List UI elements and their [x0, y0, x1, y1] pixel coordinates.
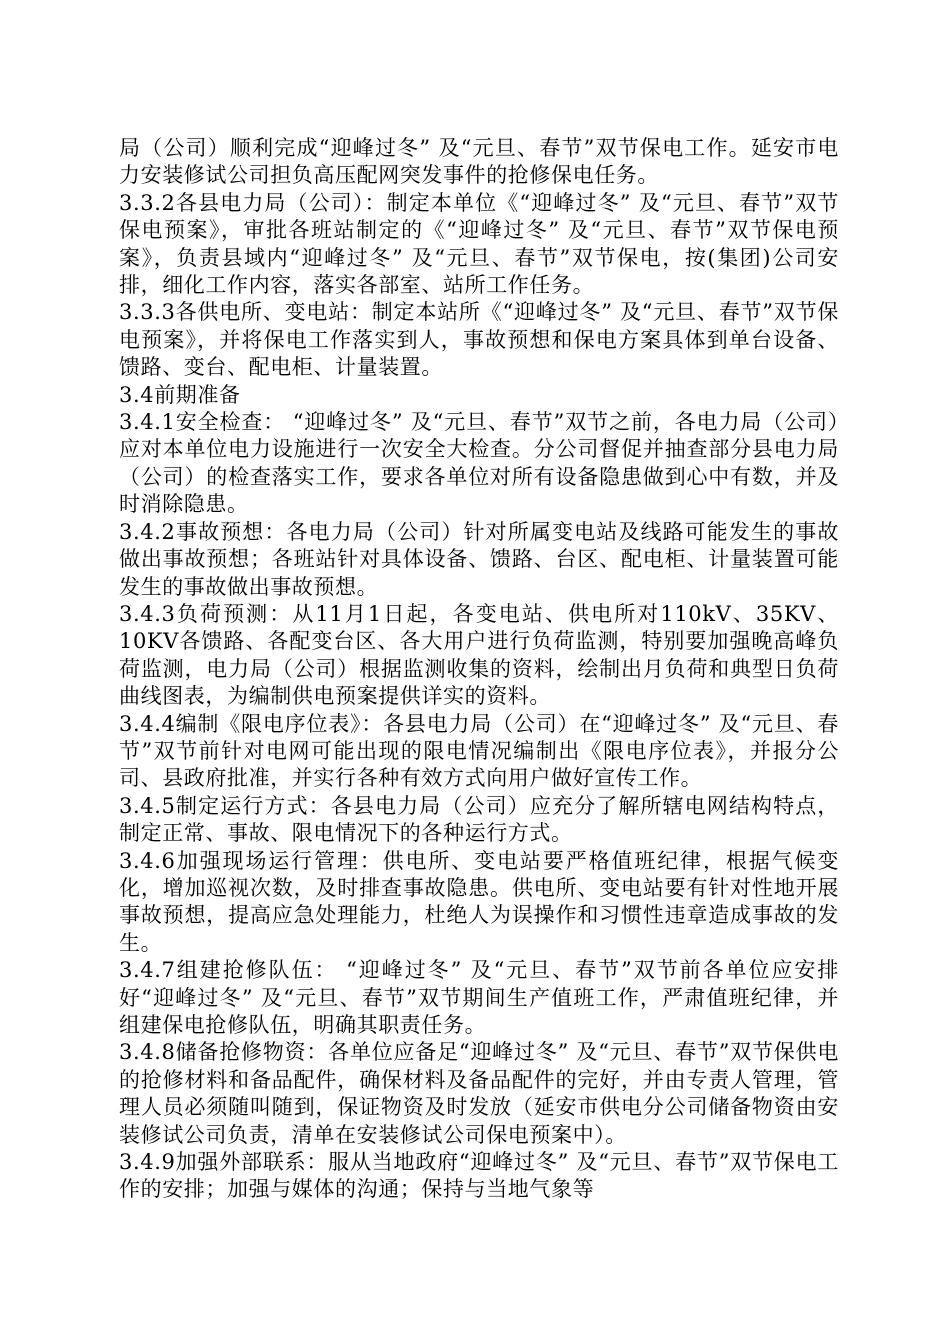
paragraph-3-3-2: 3.3.2各县电力局（公司）：制定本单位《“迎峰过冬” 及“元旦、春节”双节保电预案》，审批各班站制定的《“迎峰过冬” 及“元旦、春节”双节保电预案》，负责县域内“迎峰过冬” 及“元旦、春节”双节保电，按(集团)公司安排，细化工作内容，落实各部室、站所工作任务。: [119, 190, 839, 298]
document-page: [119, 135, 839, 1204]
paragraph-3-4-4: 3.4.4编制《限电序位表》：各县电力局（公司）在“迎峰过冬” 及“元旦、春节”双节前针对电网可能出现的限电情况编制出《限电序位表》，并报分公司、县政府批准，并实行各种有效方式向用户做好宣传工作。: [119, 711, 839, 791]
paragraph-3-3-3: 3.3.3各供电所、变电站：制定本站所《“迎峰过冬” 及“元旦、春节”双节保电预案》，并将保电工作落实到人，事故预想和保电方案具体到单台设备、馈路、变台、配电柜、计量装置。: [119, 300, 839, 380]
paragraph-3-4-7: 3.4.7组建抢修队伍： “迎峰过冬” 及“元旦、春节”双节前各单位应安排好“迎峰过冬” 及“元旦、春节”双节期间生产值班工作，严肃值班纪律，并组建保电抢修队伍，明确其职责任务。: [119, 958, 839, 1037]
paragraph-3-4-3: 3.4.3负荷预测：从11月1日起，各变电站、供电所对110kV、35KV、10KV各馈路、各配变台区、各大用户进行负荷监测，特别要加强晚高峰负荷监测，电力局（公司）根据监测收集的资料，绘制出月负荷和典型日负荷曲线图表，为编制供电预案提供详实的资料。: [119, 601, 839, 709]
paragraph-3-4-5: 3.4.5制定运行方式：各县电力局（公司）应充分了解所辖电网结构特点，制定正常、事故、限电情况下的各种运行方式。: [119, 793, 839, 846]
paragraph-3-4-1: 3.4.1安全检查： “迎峰过冬” 及“元旦、春节”双节之前，各电力局（公司）应对本单位电力设施进行一次安全大检查。分公司督促并抽查部分县电力局（公司）的检查落实工作，要求各单位对所有设备隐患做到心中有数，并及时消除隐患。: [119, 410, 839, 517]
paragraph-3-4-8: 3.4.8储备抢修物资：各单位应备足“迎峰过冬” 及“元旦、春节”双节保供电的抢修材料和备品配件，确保材料及备品配件的完好，并由专责人管理，管理人员必须随叫随到，保证物资及时发放（延安市供电分公司储备物资由安装修试公司负责，清单在安装修试公司保电预案中）。: [119, 1040, 839, 1147]
paragraph-3-4-6: 3.4.6加强现场运行管理：供电所、变电站要严格值班纪律，根据气候变化，增加巡视次数，及时排查事故隐患。供电所、变电站要有针对性地开展事故预想，提高应急处理能力，杜绝人为误操作和习惯性违章造成事故的发生。: [119, 848, 839, 955]
paragraph-3-4-2: 3.4.2事故预想：各电力局（公司）针对所属变电站及线路可能发生的事故做出事故预想；各班站针对具体设备、馈路、台区、配电柜、计量装置可能发生的事故做出事故预想。: [119, 519, 839, 599]
section-heading-3-4: 3.4前期准备: [119, 382, 241, 407]
paragraph-3-4-9: 3.4.9加强外部联系：服从当地政府“迎峰过冬” 及“元旦、春节”双节保电工作的安排；加强与媒体的沟通；保持与当地气象等: [119, 1150, 839, 1202]
paragraph-intro-continuation: 局（公司）顺利完成“迎峰过冬” 及“元旦、春节”双节保电工作。延安市电力安装修试公司担负高压配网突发事件的抢修保电任务。: [119, 136, 839, 188]
